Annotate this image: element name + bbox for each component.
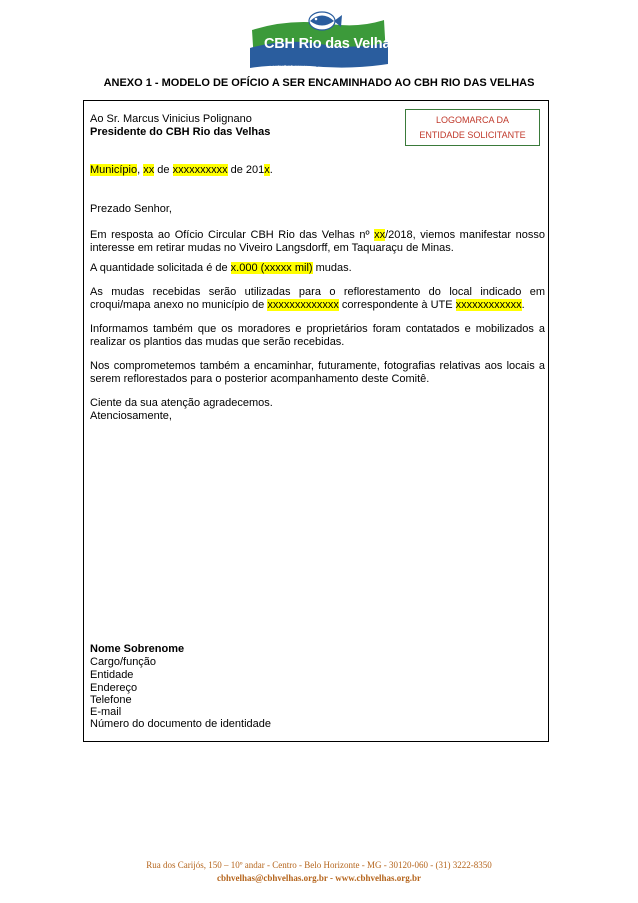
paragraph-3 xyxy=(90,286,545,312)
date-de1: de xyxy=(154,164,173,176)
date-sep: , xyxy=(137,164,144,176)
p1-text-a: Em resposta ao Ofício Circular CBH Rio das Velhas nº xyxy=(90,229,375,241)
p2-highlight: x.000 (xxxxx mil) xyxy=(230,262,313,274)
p1-text-b: /2018, viemos manifestar nosso interesse em retirar mudas no Viveiro Langsdorff, em Taquaraçu de Minas. xyxy=(90,229,545,254)
date-year: x xyxy=(264,164,270,176)
date-day: xx xyxy=(143,164,155,176)
p2-text-b: mudas. xyxy=(312,262,352,274)
date-municipio: Município xyxy=(90,164,138,176)
p2-text-a: A quantidade solicitada é de xyxy=(90,262,231,274)
p3-highlight-2: xxxxxxxxxxxx xyxy=(455,299,522,311)
logo-subtitle: Comitê da Bacia Hidrográfica do Rio das Velhas xyxy=(270,62,369,67)
signature-entity: Entidade xyxy=(90,669,134,681)
logo-placeholder-line1: LOGOMARCA DA xyxy=(435,115,509,125)
signature-address: Endereço xyxy=(90,682,138,694)
signature-id-document: Número do documento de identidade xyxy=(90,718,272,730)
p3-text-a: As mudas recebidas serão utilizadas para o reflorestamento do local indicado em croqui/mapa anexo no município de xyxy=(90,286,545,311)
date-month: xxxxxxxxxx xyxy=(172,164,228,176)
p3-text-b: correspondente à UTE xyxy=(338,299,456,311)
p3-text-c: . xyxy=(521,299,525,311)
signature-name: Nome Sobrenome xyxy=(90,643,185,655)
p1-highlight: xx xyxy=(374,229,386,241)
logo-placeholder-line2: ENTIDADE SOLICITANTE xyxy=(419,130,526,140)
footer-contacts: cbhvelhas@cbhvelhas.org.br - www.cbhvelhas.org.br xyxy=(217,873,421,883)
recipient-name: Ao Sr. Marcus Vinicius Polignano xyxy=(90,113,252,125)
date-line xyxy=(90,164,545,177)
cbh-logo xyxy=(250,8,399,70)
footer-address: Rua dos Carijós, 150 – 10º andar - Centro - Belo Horizonte - MG - 30120-060 - (31) 3222-8350 xyxy=(146,860,492,870)
date-end: . xyxy=(269,164,273,176)
recipient-title: Presidente do CBH Rio das Velhas xyxy=(90,126,271,138)
annex-title: ANEXO 1 - MODELO DE OFÍCIO A SER ENCAMINHADO AO CBH RIO DAS VELHAS xyxy=(103,77,535,89)
closing-line-2: Atenciosamente, xyxy=(90,410,172,422)
logo-name: CBH Rio das Velhas xyxy=(264,36,399,52)
closing-line-1: Ciente da sua atenção agradecemos. xyxy=(90,397,273,409)
salutation: Prezado Senhor, xyxy=(90,203,172,215)
signature-email: E-mail xyxy=(90,706,122,718)
paragraph-5: Nos comprometemos também a encaminhar, futuramente, fotografias relativas aos locais a serem reflorestados para o posterior acompanhamento deste Comitê. xyxy=(90,360,545,385)
logo-placeholder xyxy=(405,109,540,146)
paragraph-4: Informamos também que os moradores e proprietários foram contatados e mobilizados a realizar os plantios das mudas que serão recebidas. xyxy=(90,323,545,348)
date-de2: de 201 xyxy=(227,164,265,176)
paragraph-2 xyxy=(90,262,545,275)
p3-highlight-1: xxxxxxxxxxxxx xyxy=(267,299,339,311)
signature-role: Cargo/função xyxy=(90,656,157,668)
paragraph-1 xyxy=(90,229,545,255)
signature-phone: Telefone xyxy=(90,694,132,706)
